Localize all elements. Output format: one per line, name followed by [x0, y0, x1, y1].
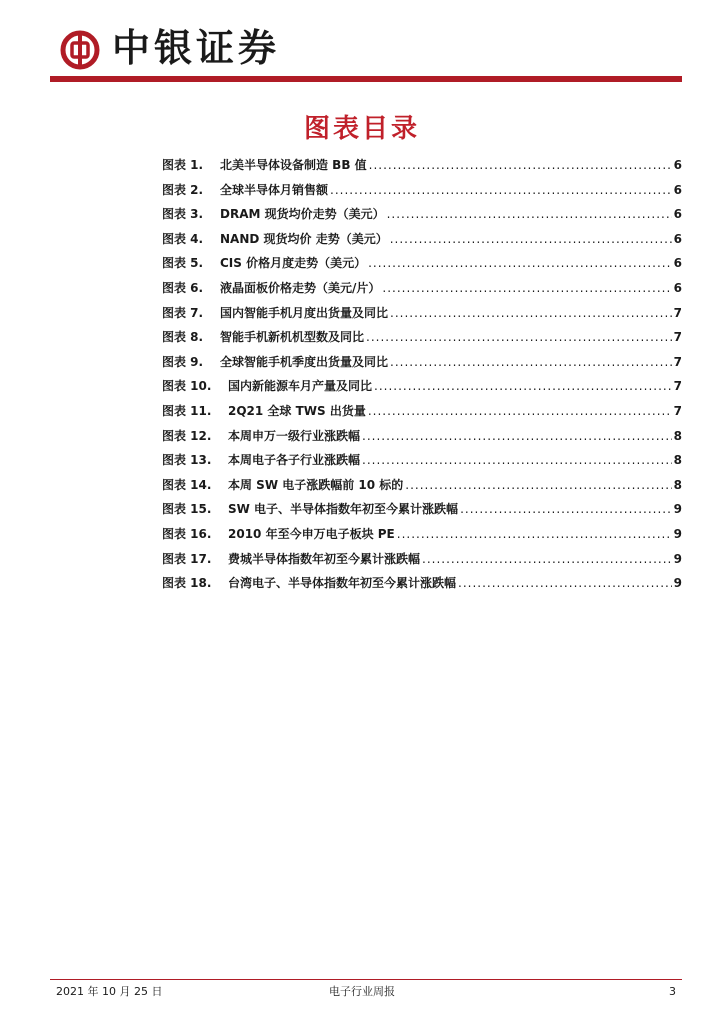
toc-entry-title: 智能手机新机机型数及同比: [220, 330, 365, 345]
toc-entry[interactable]: [162, 377, 682, 402]
toc-entry-number: 图表 13.: [162, 453, 212, 468]
toc-entry-number: 图表 12.: [162, 428, 212, 443]
toc-leader-dots: [362, 429, 672, 443]
toc-entry[interactable]: [162, 574, 682, 599]
toc-leader-dots: [368, 256, 672, 270]
toc-leader-dots: [405, 478, 671, 492]
toc-entry-page: 8: [673, 428, 682, 443]
toc-entry-page: 8: [673, 477, 682, 492]
toc-entry[interactable]: [162, 353, 682, 378]
toc-entry-number: 图表 15.: [162, 502, 212, 517]
toc-entry-title: 本周 SW 电子涨跌幅前 10 标的: [228, 477, 404, 492]
toc-entry-number: 图表 2.: [162, 182, 204, 197]
toc-entry[interactable]: [162, 451, 682, 476]
toc-entry-number: 图表 8.: [162, 330, 204, 345]
toc-entry[interactable]: [162, 476, 682, 501]
toc-entry-page: 9: [673, 526, 682, 541]
toc-entry-number: 图表 4.: [162, 231, 204, 246]
toc-entry[interactable]: [162, 500, 682, 525]
toc-entry-number: 图表 11.: [162, 403, 212, 418]
toc-entry-title: 2010 年至今申万电子板块 PE: [228, 526, 395, 541]
page-header: [0, 0, 724, 86]
toc-leader-dots: [390, 306, 672, 320]
footer-report-type: 电子行业周报: [329, 985, 395, 998]
toc-entry-page: 7: [673, 305, 682, 320]
toc-entry-title: 全球半导体月销售额: [220, 182, 329, 197]
toc-entry-number: 图表 6.: [162, 280, 204, 295]
toc-entry-page: 6: [673, 256, 682, 271]
toc-entry-page: 6: [673, 231, 682, 246]
toc-entry-page: 9: [673, 502, 682, 517]
toc-leader-dots: [382, 281, 671, 295]
toc-entry[interactable]: [162, 279, 682, 304]
toc-entry[interactable]: [162, 156, 682, 181]
toc-entry-title: 国内智能手机月度出货量及同比: [220, 305, 389, 320]
toc-entry-number: 图表 9.: [162, 354, 204, 369]
toc-entry-page: 7: [673, 354, 682, 369]
toc-entry-title: 国内新能源车月产量及同比: [228, 379, 373, 394]
toc-entry-title: 本周申万一级行业涨跌幅: [228, 428, 361, 443]
footer-divider: [50, 979, 682, 980]
toc-entry[interactable]: [162, 254, 682, 279]
toc-entry[interactable]: [162, 181, 682, 206]
toc-leader-dots: [390, 232, 672, 246]
toc-entry-title: CIS 价格月度走势（美元）: [220, 256, 367, 271]
header-divider: [50, 76, 682, 82]
toc-entry-page: 9: [673, 551, 682, 566]
toc-leader-dots: [397, 527, 672, 541]
bank-of-china-logo-icon: [60, 30, 100, 70]
toc-entry-title: 费城半导体指数年初至今累计涨跌幅: [228, 551, 421, 566]
toc-leader-dots: [458, 576, 672, 590]
toc-entry-title: 2Q21 全球 TWS 出货量: [228, 403, 366, 418]
toc-entry-title: 全球智能手机季度出货量及同比: [220, 354, 389, 369]
toc-entry-page: 6: [673, 182, 682, 197]
toc-entry-page: 9: [673, 576, 682, 591]
toc-entry[interactable]: [162, 402, 682, 427]
toc-entry-title: 台湾电子、半导体指数年初至今累计涨跌幅: [228, 576, 457, 591]
toc-entry-number: 图表 1.: [162, 158, 204, 172]
toc-entry-number: 图表 18.: [162, 576, 212, 591]
footer-date: 2021 年 10 月 25 日: [56, 985, 163, 998]
toc-leader-dots: [368, 404, 672, 418]
toc-entry-title: 本周电子各子行业涨跌幅: [228, 453, 361, 468]
toc-entry[interactable]: [162, 205, 682, 230]
toc-entry-title: NAND 现货均价 走势（美元）: [220, 231, 388, 246]
toc-entry[interactable]: [162, 230, 682, 255]
toc-entry[interactable]: [162, 304, 682, 329]
toc-leader-dots: [390, 355, 672, 369]
toc-title: 图表目录: [303, 114, 420, 144]
toc-leader-dots: [366, 330, 672, 344]
toc-entry-page: 6: [673, 280, 682, 295]
toc-entry-page: 8: [673, 453, 682, 468]
toc-leader-dots: [330, 183, 672, 197]
footer-page-number: 3: [669, 985, 676, 998]
toc-entry-number: 图表 17.: [162, 551, 212, 566]
toc-entry-number: 图表 10.: [162, 379, 212, 394]
toc-entry[interactable]: [162, 427, 682, 452]
toc-entry-page: 7: [673, 379, 682, 394]
toc-entry-number: 图表 5.: [162, 256, 204, 271]
toc-entry-page: 6: [673, 207, 682, 222]
toc-entry-page: 7: [673, 403, 682, 418]
toc-leader-dots: [362, 453, 672, 467]
toc-entry-title: 北美半导体设备制造 BB 值: [220, 158, 367, 172]
toc-entry-number: 图表 7.: [162, 305, 204, 320]
toc-list: [162, 156, 682, 599]
toc-entry-number: 图表 14.: [162, 477, 212, 492]
toc-leader-dots: [374, 379, 672, 393]
brand-name: 中银证券: [112, 25, 281, 70]
toc-entry-number: 图表 3.: [162, 207, 204, 222]
toc-leader-dots: [422, 552, 672, 566]
toc-entry[interactable]: [162, 550, 682, 575]
toc-leader-dots: [369, 158, 672, 172]
toc-entry-title: DRAM 现货均价走势（美元）: [220, 207, 385, 222]
toc-leader-dots: [460, 502, 672, 516]
toc-entry[interactable]: [162, 328, 682, 353]
toc-entry-number: 图表 16.: [162, 526, 212, 541]
toc-entry-title: SW 电子、半导体指数年初至今累计涨跌幅: [228, 502, 459, 517]
toc-entry-page: 7: [673, 330, 682, 345]
toc-leader-dots: [387, 207, 672, 221]
toc-entry-page: 6: [673, 158, 682, 172]
toc-entry[interactable]: [162, 525, 682, 550]
toc-entry-title: 液晶面板价格走势（美元/片）: [220, 280, 381, 295]
